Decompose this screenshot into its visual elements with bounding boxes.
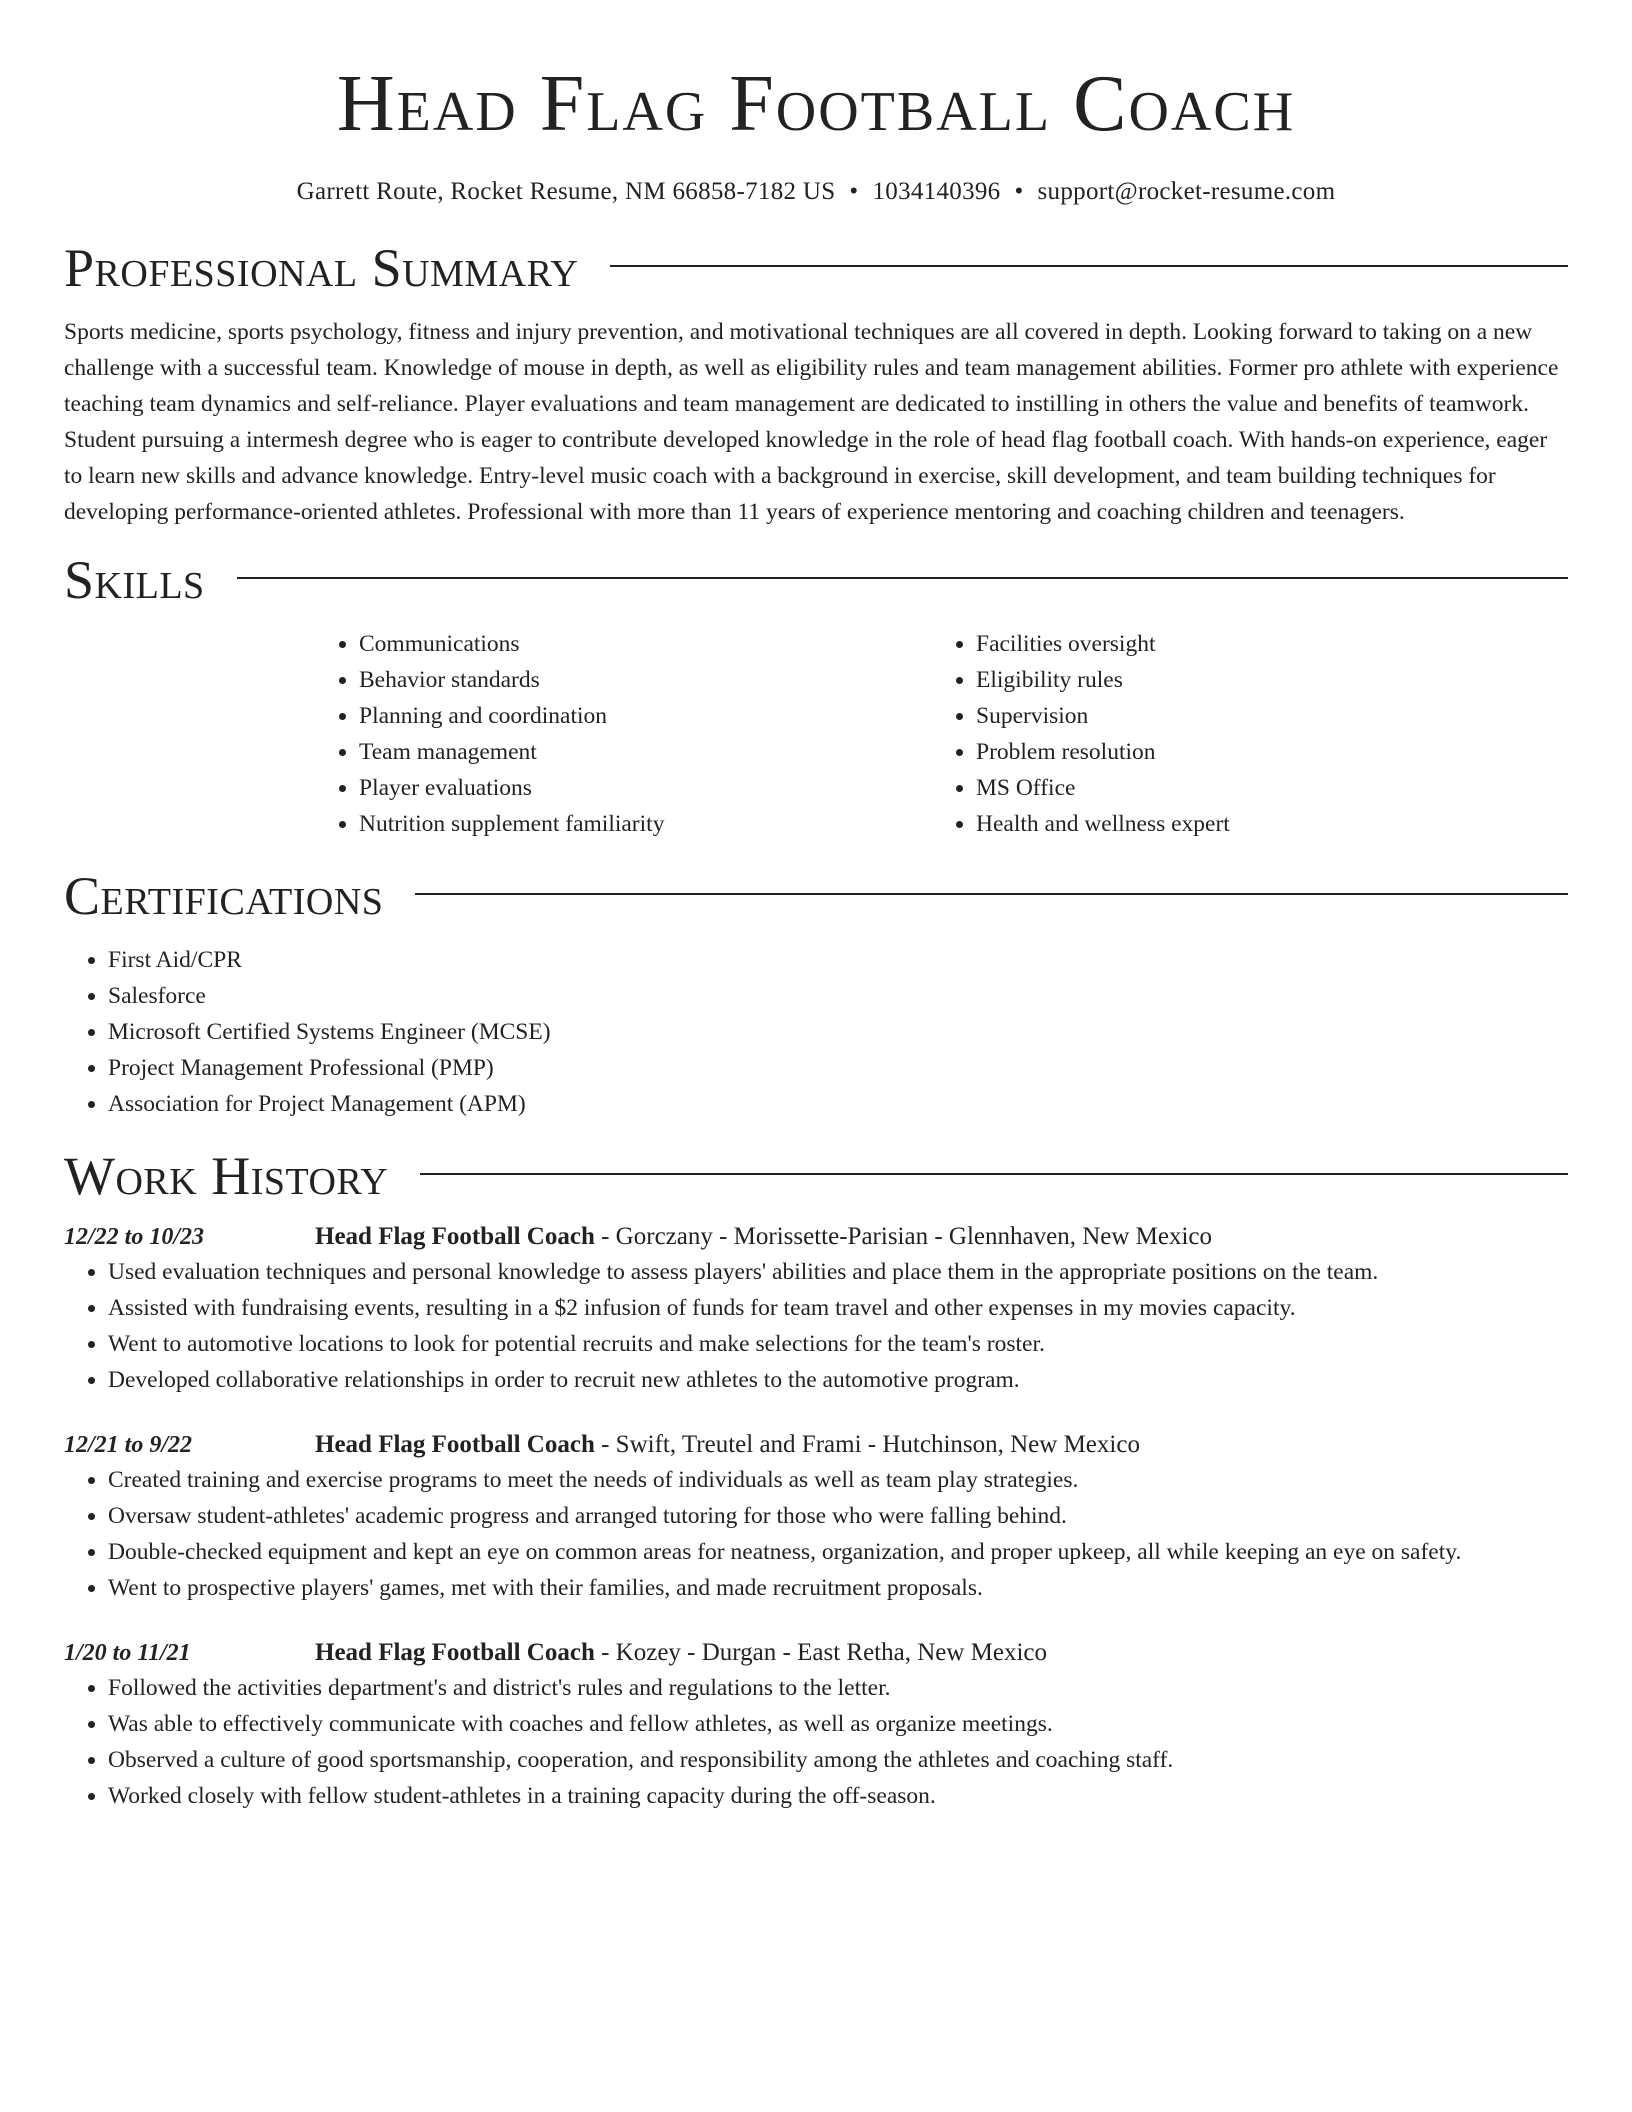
skill-item: • Nutrition supplement familiarity [359,806,932,842]
skill-item: • Facilities oversight [976,626,1532,662]
job-header [64,1220,1568,1254]
certifications-section [64,864,1568,1122]
job-entry [64,1220,1568,1398]
job-bullet: • Double-checked equipment and kept an eye on common areas for neatness, organization, and proper upkeep, all while keeping an eye on safety. [108,1534,1568,1570]
job-employer: - Gorczany - Morissette-Parisian - Glennhaven, New Mexico [594,1223,1213,1250]
summary-header [64,236,1568,300]
skill-item: • Team management [359,734,932,770]
job-bullet: • Observed a culture of good sportsmanship, cooperation, and responsibility among the athletes and coaching staff. [108,1742,1568,1778]
skills-heading: Skills [64,550,205,610]
skill-item: • Behavior standards [359,662,932,698]
skill-item: • Eligibility rules [976,662,1532,698]
certification-item: • Salesforce [108,978,1568,1014]
job-bullets [64,1670,1568,1814]
certifications-list [64,942,1568,1122]
contact-phone: 1034140396 [872,178,1001,205]
job-bullet: • Oversaw student-athletes' academic progress and arranged tutoring for those who were falling behind. [108,1498,1568,1534]
summary-text: Sports medicine, sports psychology, fitness and injury prevention, and motivational techniques are all covered in depth. Looking forward to taking on a new challenge with a successful team. Knowledge of mouse in depth, as well as eligibility rules and team management abilities. Former pro athlete with experience teaching team dynamics and self-reliance. Player evaluations and team management are dedicated to instilling in others the value and benefits of teamwork. Student pursuing a intermesh degree who is eager to contribute developed knowledge in the role of head flag football coach. With hands-on experience, eager to learn new skills and advance knowledge. Entry-level music coach with a background in exercise, skill development, and team building techniques for developing performance-oriented athletes. Professional with more than 11 years of experience mentoring and coaching children and teenagers. [64,319,1559,525]
job-dates: 12/21 to 9/22 [64,1432,193,1458]
job-title: Head Flag Football Coach [315,1223,595,1250]
job-header [64,1636,1568,1670]
resume-page [64,0,1568,1814]
contact-separator: • [849,178,859,205]
skill-item: • Health and wellness expert [976,806,1532,842]
certifications-heading: Certifications [64,866,384,926]
job-bullets [64,1254,1568,1398]
skill-item: • Problem resolution [976,734,1532,770]
job-heading [315,1428,1140,1462]
job-bullet: • Worked closely with fellow student-athletes in a training capacity during the off-season. [108,1778,1568,1814]
work-history-section [64,1144,1568,1814]
contact-address: Garrett Route, Rocket Resume, NM 66858-7182 US [296,178,836,205]
section-divider [610,265,1568,267]
summary-section [64,236,1568,530]
certification-item: • First Aid/CPR [108,942,1568,978]
section-divider [415,893,1568,895]
job-heading [315,1636,1047,1670]
skill-item: • Communications [359,626,932,662]
skill-item: • Supervision [976,698,1532,734]
certifications-header [64,864,1568,928]
job-bullet: • Assisted with fundraising events, resulting in a $2 infusion of funds for team travel and other expenses in my movies capacity. [108,1290,1568,1326]
summary-heading: Professional Summary [64,238,579,298]
resume-name: Head Flag Football Coach [336,60,1296,148]
job-title: Head Flag Football Coach [315,1431,595,1458]
job-bullet: • Developed collaborative relationships in order to recruit new athletes to the automotive program. [108,1362,1568,1398]
skills-header [64,548,1568,612]
job-bullet: • Was able to effectively communicate with coaches and fellow athletes, as well as organize meetings. [108,1706,1568,1742]
job-heading [315,1220,1212,1254]
job-entry [64,1636,1568,1814]
job-bullet: • Went to automotive locations to look for potential recruits and make selections for the team's roster. [108,1326,1568,1362]
job-bullet: • Followed the activities department's and district's rules and regulations to the letter. [108,1670,1568,1706]
work-history-header [64,1144,1568,1208]
section-divider [237,577,1568,579]
job-bullet: • Created training and exercise programs to meet the needs of individuals as well as team play strategies. [108,1462,1568,1498]
job-entry [64,1428,1568,1606]
job-title: Head Flag Football Coach [315,1639,595,1666]
skills-grid [315,626,1568,842]
work-history-heading: Work History [64,1146,389,1206]
certification-item: • Project Management Professional (PMP) [108,1050,1568,1086]
job-employer: - Swift, Treutel and Frami - Hutchinson, New Mexico [594,1431,1140,1458]
job-bullet: • Used evaluation techniques and personal knowledge to assess players' abilities and place them in the appropriate positions on the team. [108,1254,1568,1290]
certification-item: • Association for Project Management (APM) [108,1086,1568,1122]
job-bullet: • Went to prospective players' games, met with their families, and made recruitment proposals. [108,1570,1568,1606]
contact-line [64,176,1568,208]
contact-separator: • [1014,178,1024,205]
contact-email: support@rocket-resume.com [1037,178,1336,205]
certification-item: • Microsoft Certified Systems Engineer (MCSE) [108,1014,1568,1050]
job-dates: 1/20 to 11/21 [64,1640,191,1666]
section-divider [420,1173,1568,1175]
skill-item: • MS Office [976,770,1532,806]
skills-list-right [932,626,1532,842]
skills-list-left [315,626,932,842]
job-bullets [64,1462,1568,1606]
skills-section [64,548,1568,842]
skill-item: • Planning and coordination [359,698,932,734]
skill-item: • Player evaluations [359,770,932,806]
job-employer: - Kozey - Durgan - East Retha, New Mexico [594,1639,1048,1666]
job-header [64,1428,1568,1462]
job-dates: 12/22 to 10/23 [64,1224,205,1250]
